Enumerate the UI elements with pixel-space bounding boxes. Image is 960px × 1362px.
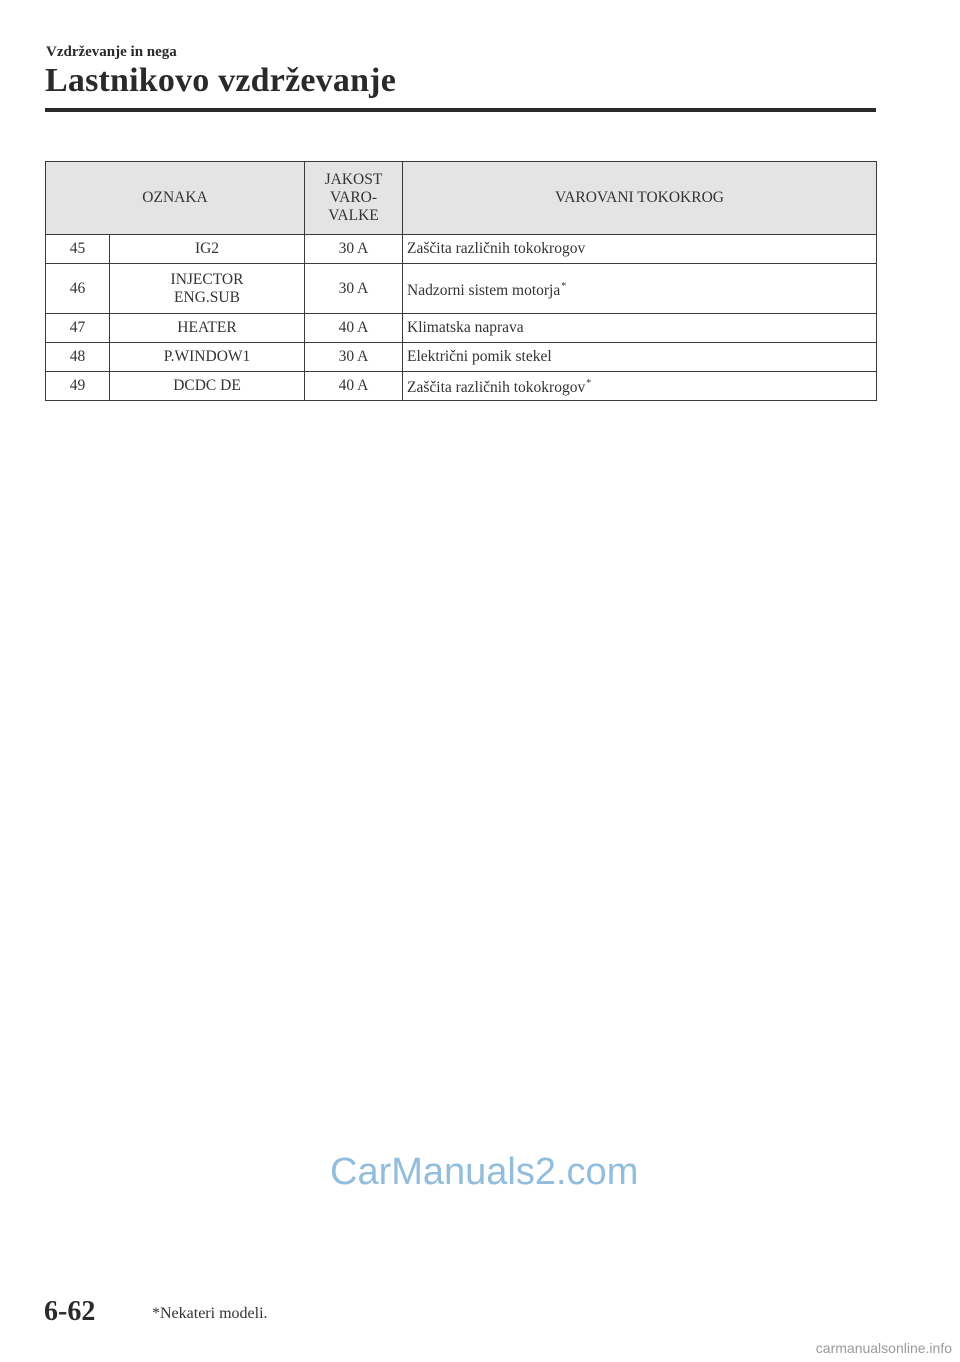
fuse-circuit-text: Električni pomik stekel [407, 348, 552, 365]
page-title: Lastnikovo vzdrževanje [45, 62, 396, 99]
fuse-number: 45 [46, 235, 110, 264]
fuse-label: HEATER [110, 314, 305, 343]
fuse-number: 49 [46, 372, 110, 401]
fuse-label: P.WINDOW1 [110, 343, 305, 372]
fuse-number: 46 [46, 264, 110, 314]
fuse-circuit-text: Nadzorni sistem motorja [407, 281, 561, 299]
table-header-row [46, 162, 877, 235]
header-jakost-line-2: VARO- [329, 189, 378, 206]
fuse-label: DCDC DE [110, 372, 305, 401]
fuse-circuit-text: Zaščita različnih tokokrogov [407, 379, 586, 396]
fuse-circuit-text: Klimatska naprava [407, 319, 524, 336]
header-tokokrog: VAROVANI TOKOKROG [403, 162, 877, 235]
site-watermark: carmanualsonline.info [815, 1340, 952, 1356]
header-jakost-line-1: JAKOST [324, 171, 383, 188]
fuse-circuit [403, 343, 877, 372]
page-number: 6-62 [44, 1296, 96, 1327]
fuse-number: 47 [46, 314, 110, 343]
header-oznaka: OZNAKA [46, 162, 305, 235]
fuse-label-line-2: ENG.SUB [174, 288, 240, 306]
fuse-circuit [403, 235, 877, 264]
watermark: CarManuals2.com [330, 1151, 639, 1193]
header-jakost-line-3: VALKE [328, 207, 379, 224]
table-row [46, 343, 877, 372]
fuse-rating: 30 A [305, 343, 403, 372]
footnote: *Nekateri modeli. [152, 1305, 268, 1322]
fuse-rating: 40 A [305, 372, 403, 401]
fuse-circuit [403, 372, 877, 401]
fuse-table [45, 161, 877, 401]
fuse-label-line-1: INJECTOR [170, 270, 244, 288]
table-row [46, 372, 877, 401]
table-row [46, 314, 877, 343]
title-divider [45, 108, 876, 112]
fuse-circuit-text: Zaščita različnih tokokrogov [407, 240, 586, 257]
table-row [46, 264, 877, 314]
footnote-asterisk: * [586, 378, 592, 389]
section-label: Vzdrževanje in nega [46, 44, 177, 60]
footnote-asterisk: * [561, 280, 567, 292]
fuse-number: 48 [46, 343, 110, 372]
fuse-label [110, 264, 305, 314]
fuse-circuit [403, 314, 877, 343]
fuse-rating: 40 A [305, 314, 403, 343]
header-jakost [305, 162, 403, 235]
fuse-rating: 30 A [305, 264, 403, 314]
fuse-circuit [403, 264, 877, 314]
table-row [46, 235, 877, 264]
fuse-rating: 30 A [305, 235, 403, 264]
fuse-label: IG2 [110, 235, 305, 264]
